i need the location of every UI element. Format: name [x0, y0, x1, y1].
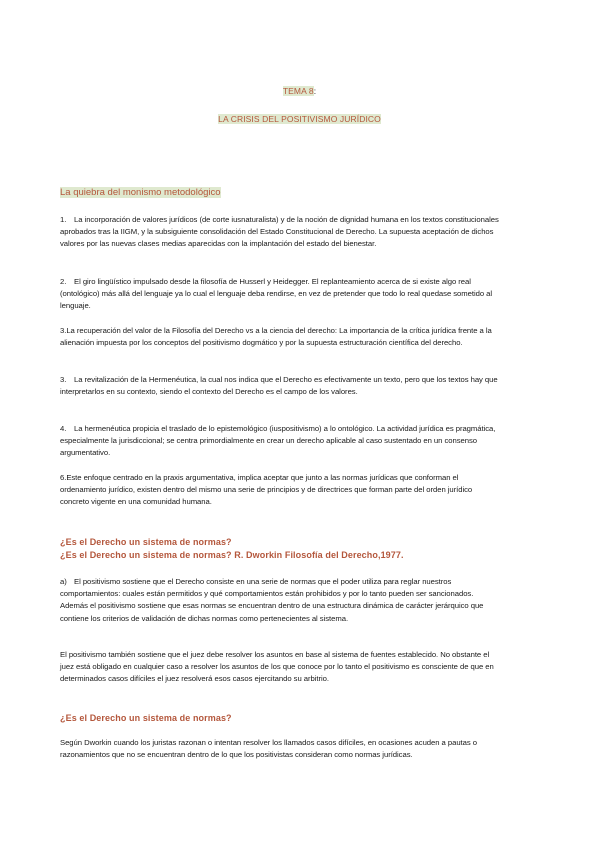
section1-heading-text: La quiebra del monismo metodológico: [60, 187, 221, 198]
item-number: 4.: [60, 424, 67, 433]
paragraph-text: El positivismo sostiene que el Derecho consiste en una serie de normas que el poder utiliza para reglar nuestros comportamientos: cuales están permitidos y qué comportamientos están prohibidos y por lo tanto pueden ser sancionados. Además el positivismo sostiene que esas normas se encuentran dentro de una estructura dinámica de carácter jerárquico que contiene los criterios de validación de dichas normas como pertenecientes al sistema.: [60, 577, 484, 623]
item-number: 3.: [60, 375, 67, 384]
list-item-6: [60, 472, 502, 509]
list-item-1: [60, 214, 502, 251]
paragraph-b: El positivismo también sostiene que el juez debe resolver los asuntos en base al sistema de fuentes establecido. No obstante el juez está obligado en cualquier caso a resolver los asuntos de los que conoce por lo tanto el positivismo es consciente de que en determinados casos difíciles el juez resolverá esos casos ejercitando su arbitrio.: [60, 650, 494, 684]
question-heading-1: ¿Es el Derecho un sistema de normas?: [60, 537, 232, 547]
item-text: La recuperación del valor de la Filosofía del Derecho vs a la ciencia del derecho: La importancia de la crítica jurídica frente a la alienación impuesta por los conceptos del positivismo dogmático y por la supuesta estructuración científica del derecho.: [60, 326, 492, 348]
paragraph-label: a): [60, 577, 67, 586]
paragraph-a: [60, 576, 502, 625]
item-number: 6.: [60, 473, 67, 482]
list-item-4: [60, 374, 502, 398]
list-item-2: [60, 276, 502, 313]
paragraph-dworkin: Según Dworkin cuando los juristas razonan o intentan resolver los llamados casos difíciles, en ocasiones acuden a pautas o razonamientos que no se encuentran dentro de lo que los positivistas consideran como normas jurídicas.: [60, 738, 477, 760]
tema-title: [0, 86, 599, 96]
item-number: 1.: [60, 215, 67, 224]
item-text: El giro lingüístico impulsado desde la filosofía de Husserl y Heidegger. El replanteamiento acerca de si existe algo real (ontológico) más allá del lenguaje ya lo cual el lenguaje deba rendirse, en vez de pretender que todo lo real quedase sometido al lenguaje.: [60, 277, 493, 311]
tema-colon: :: [313, 86, 317, 96]
item-text: La revitalización de la Hermenéutica, la cual nos indica que el Derecho es efectivamente un texto, pero que los textos hay que interpretarlos en su contexto, siendo el contexto del Derecho es el campo de los valores.: [60, 375, 498, 397]
item-number: 3.: [60, 326, 67, 335]
list-item-3: [60, 325, 502, 349]
document-subtitle: [0, 114, 599, 124]
section1-heading: [60, 187, 221, 198]
item-text: La incorporación de valores jurídicos (de corte iusnaturalista) y de la noción de dignidad humana en los textos constitucionales aprobados tras la IIGM, y la subsiguiente consolidación del Estado Constitucional de Derecho. La supuesta aceptación de dichos valores por las nuevas clases medias aparecidas con la implantación del estado del bienestar.: [60, 215, 499, 249]
question-heading-2: ¿Es el Derecho un sistema de normas? R. Dworkin Filosofía del Derecho,1977.: [60, 550, 404, 560]
tema-label: TEMA 8: [282, 86, 314, 96]
question-heading-3: ¿Es el Derecho un sistema de normas?: [60, 713, 232, 723]
list-item-5: [60, 423, 502, 460]
item-text: La hermenéutica propicia el traslado de lo epistemológico (iuspositivismo) a lo ontológico. La actividad jurídica es pragmática, especialmente la jurisdiccional; se centra primordialmente en crear un derecho aplicable al caso sustentado en un consenso argumentativo.: [60, 424, 496, 458]
subtitle-text: LA CRISIS DEL POSITIVISMO JURÍDICO: [218, 114, 381, 124]
item-text: Este enfoque centrado en la praxis argumentativa, implica aceptar que junto a las normas jurídicas que conforman el ordenamiento jurídico, existen dentro del mismo una serie de principios y de directrices que forman parte del orden jurídico concreto vigente en una comunidad humana.: [60, 473, 473, 507]
item-number: 2.: [60, 277, 67, 286]
